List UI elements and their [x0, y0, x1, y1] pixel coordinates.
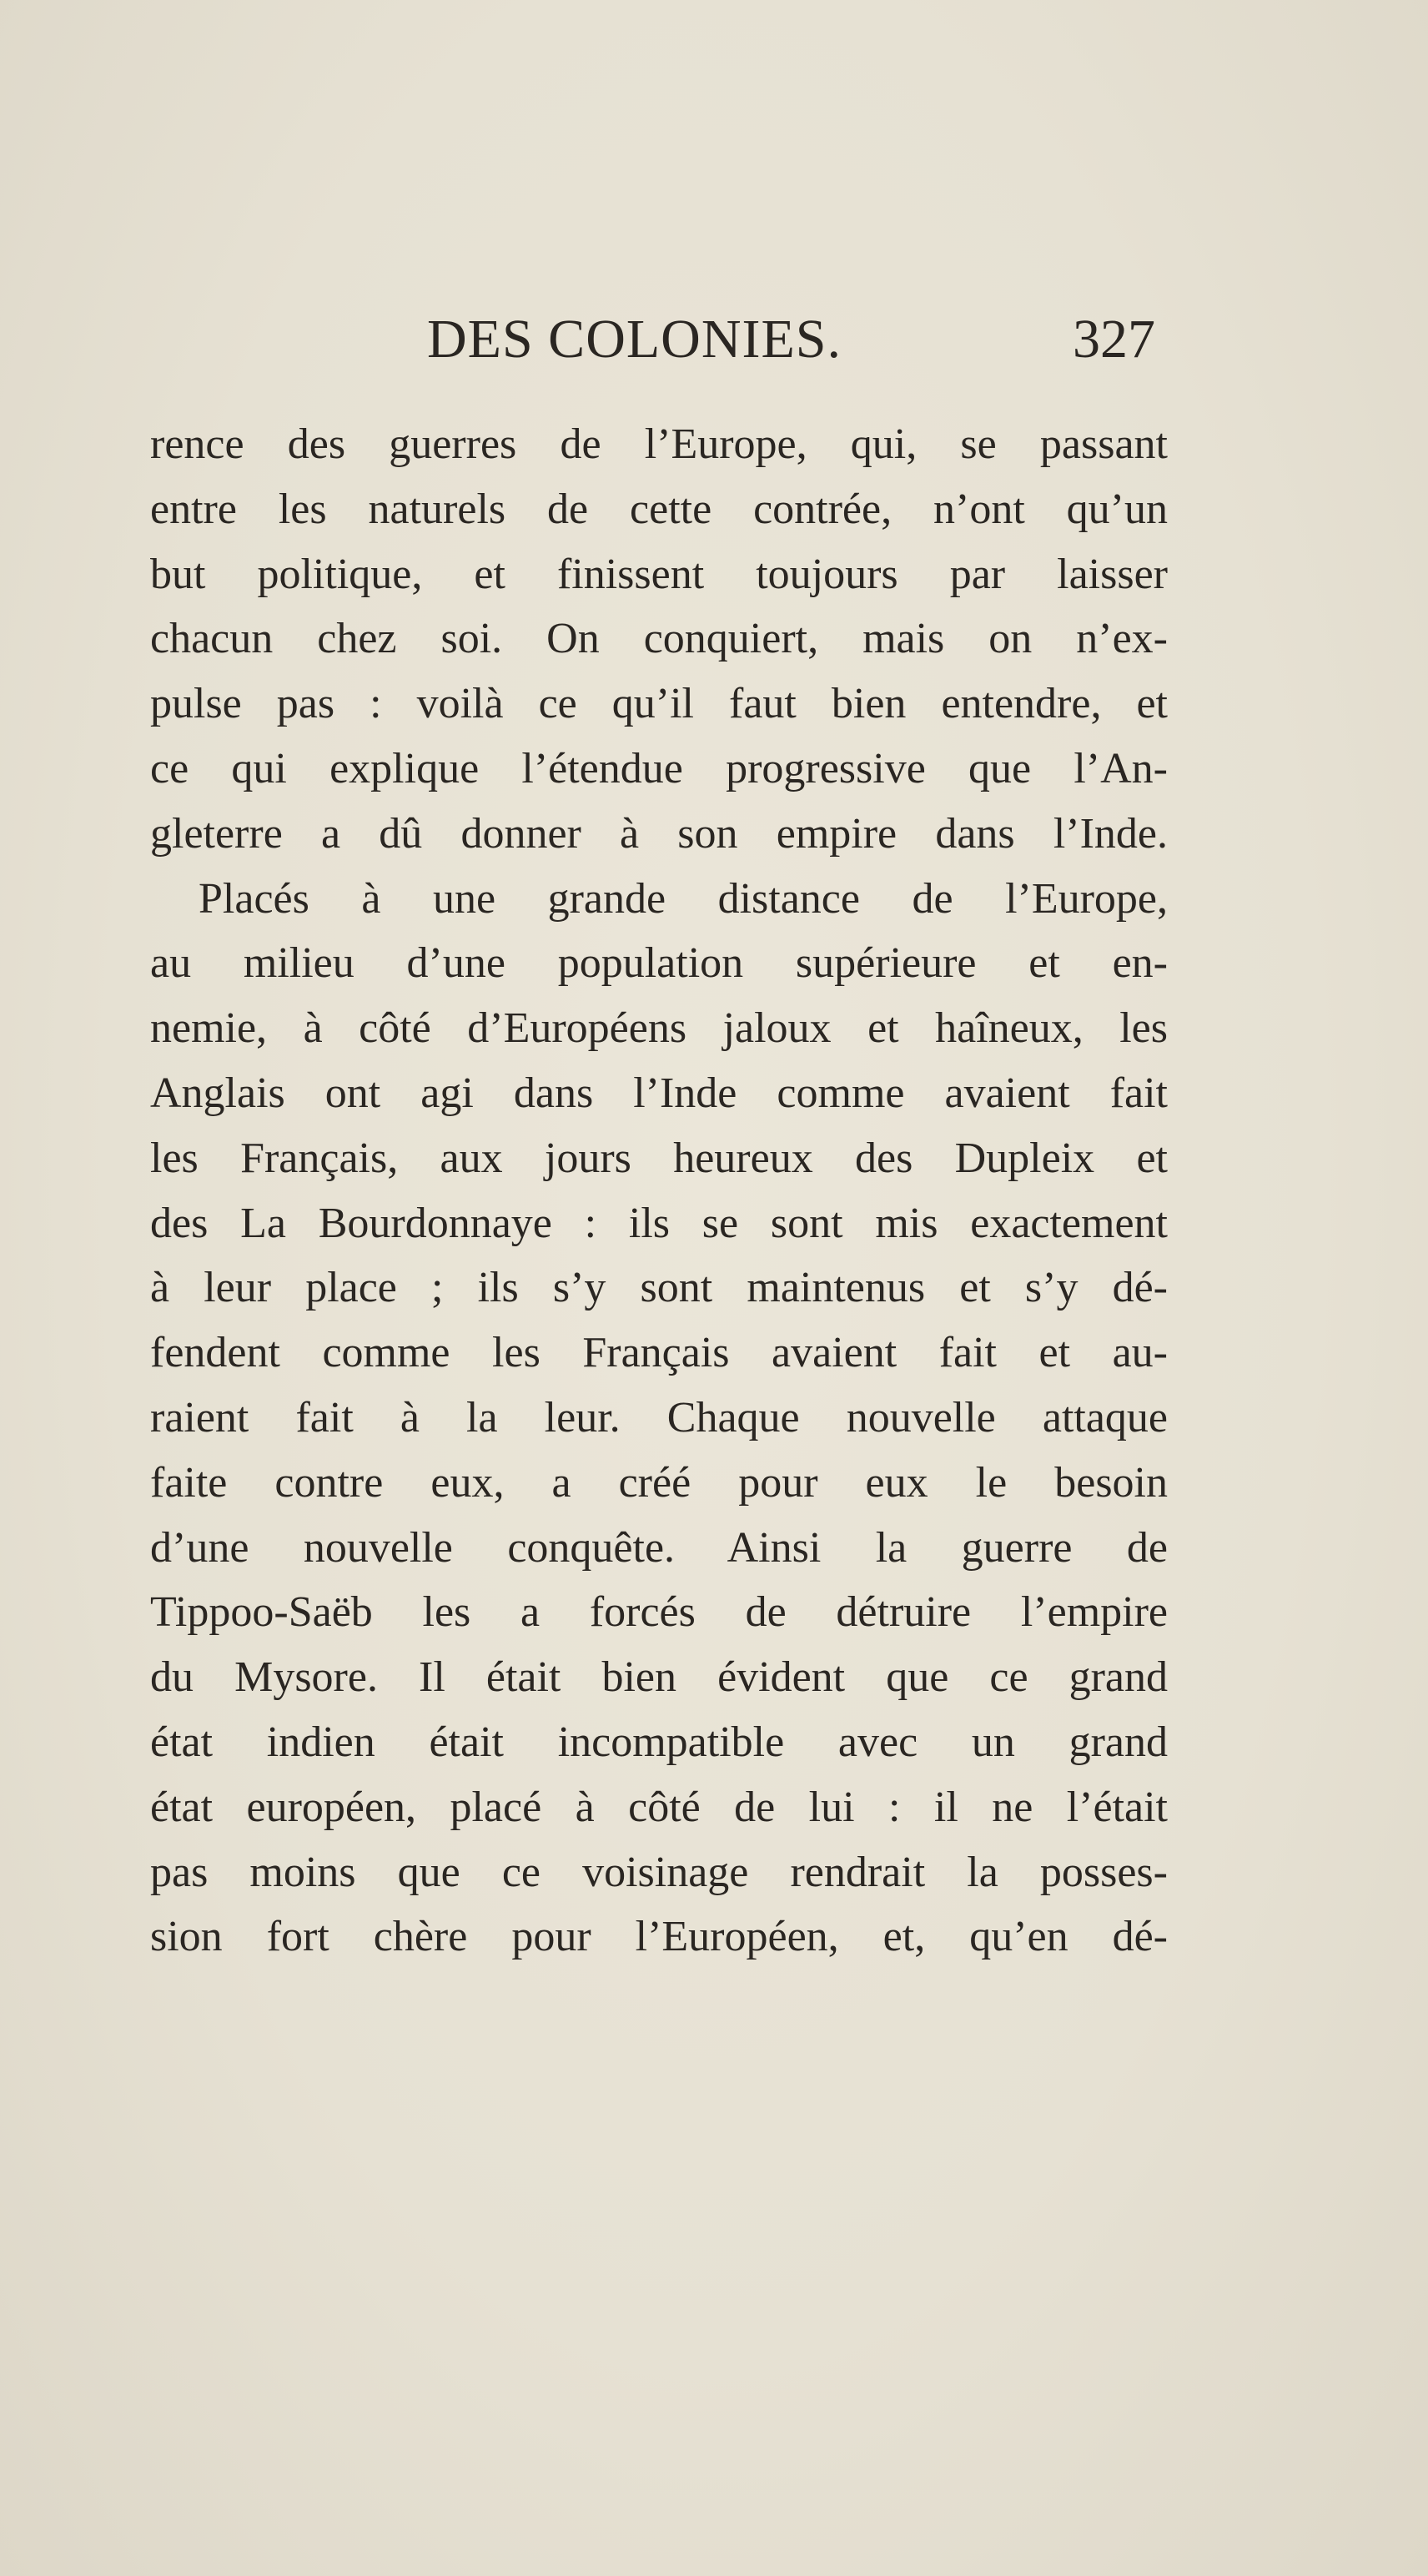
text-line: raient fait à la leur. Chaque nouvelle attaque [150, 1393, 1168, 1441]
text-line-paragraph-start: Placés à une grande distance de l’Europe, [199, 874, 1168, 923]
text-line: gleterre a dû donner à son empire dans l’Inde. [150, 809, 1168, 858]
text-line: à leur place ; ils s’y sont maintenus et s’y dé- [150, 1264, 1168, 1312]
text-line: état européen, placé à côté de lui : il ne l’était [150, 1783, 1168, 1831]
text-line: faite contre eux, a créé pour eux le besoin [150, 1458, 1168, 1507]
text-line: Anglais ont agi dans l’Inde comme avaient fait [150, 1069, 1168, 1117]
text-line: Tippoo-Saëb les a forcés de détruire l’empire [150, 1588, 1168, 1637]
text-line: d’une nouvelle conquête. Ainsi la guerre de [150, 1523, 1168, 1572]
text-line: au milieu d’une population supérieure et en- [150, 939, 1168, 988]
text-line: nemie, à côté d’Européens jaloux et haîneux, les [150, 1004, 1168, 1053]
text-line: pas moins que ce voisinage rendrait la posses- [150, 1848, 1168, 1896]
text-line: les Français, aux jours heureux des Dupleix et [150, 1134, 1168, 1182]
page-number: 327 [1073, 309, 1155, 370]
running-title: DES COLONIES. [427, 309, 842, 370]
text-line: état indien était incompatible avec un grand [150, 1718, 1168, 1766]
text-line: sion fort chère pour l’Européen, et, qu’en dé- [150, 1913, 1168, 1961]
body-text [150, 412, 1168, 1970]
text-line: pulse pas : voilà ce qu’il faut bien entendre, et [150, 680, 1168, 728]
text-line: du Mysore. Il était bien évident que ce grand [150, 1653, 1168, 1702]
text-line: ce qui explique l’étendue progressive que l’An- [150, 744, 1168, 792]
page-header [0, 302, 1428, 377]
text-line: chacun chez soi. On conquiert, mais on n’ex- [150, 615, 1168, 663]
text-line: entre les naturels de cette contrée, n’ont qu’un [150, 485, 1168, 533]
text-line: des La Bourdonnaye : ils se sont mis exactement [150, 1199, 1168, 1247]
text-line: but politique, et finissent toujours par laisser [150, 550, 1168, 598]
text-line: fendent comme les Français avaient fait et au- [150, 1329, 1168, 1377]
text-line: rence des guerres de l’Europe, qui, se passant [150, 420, 1168, 468]
